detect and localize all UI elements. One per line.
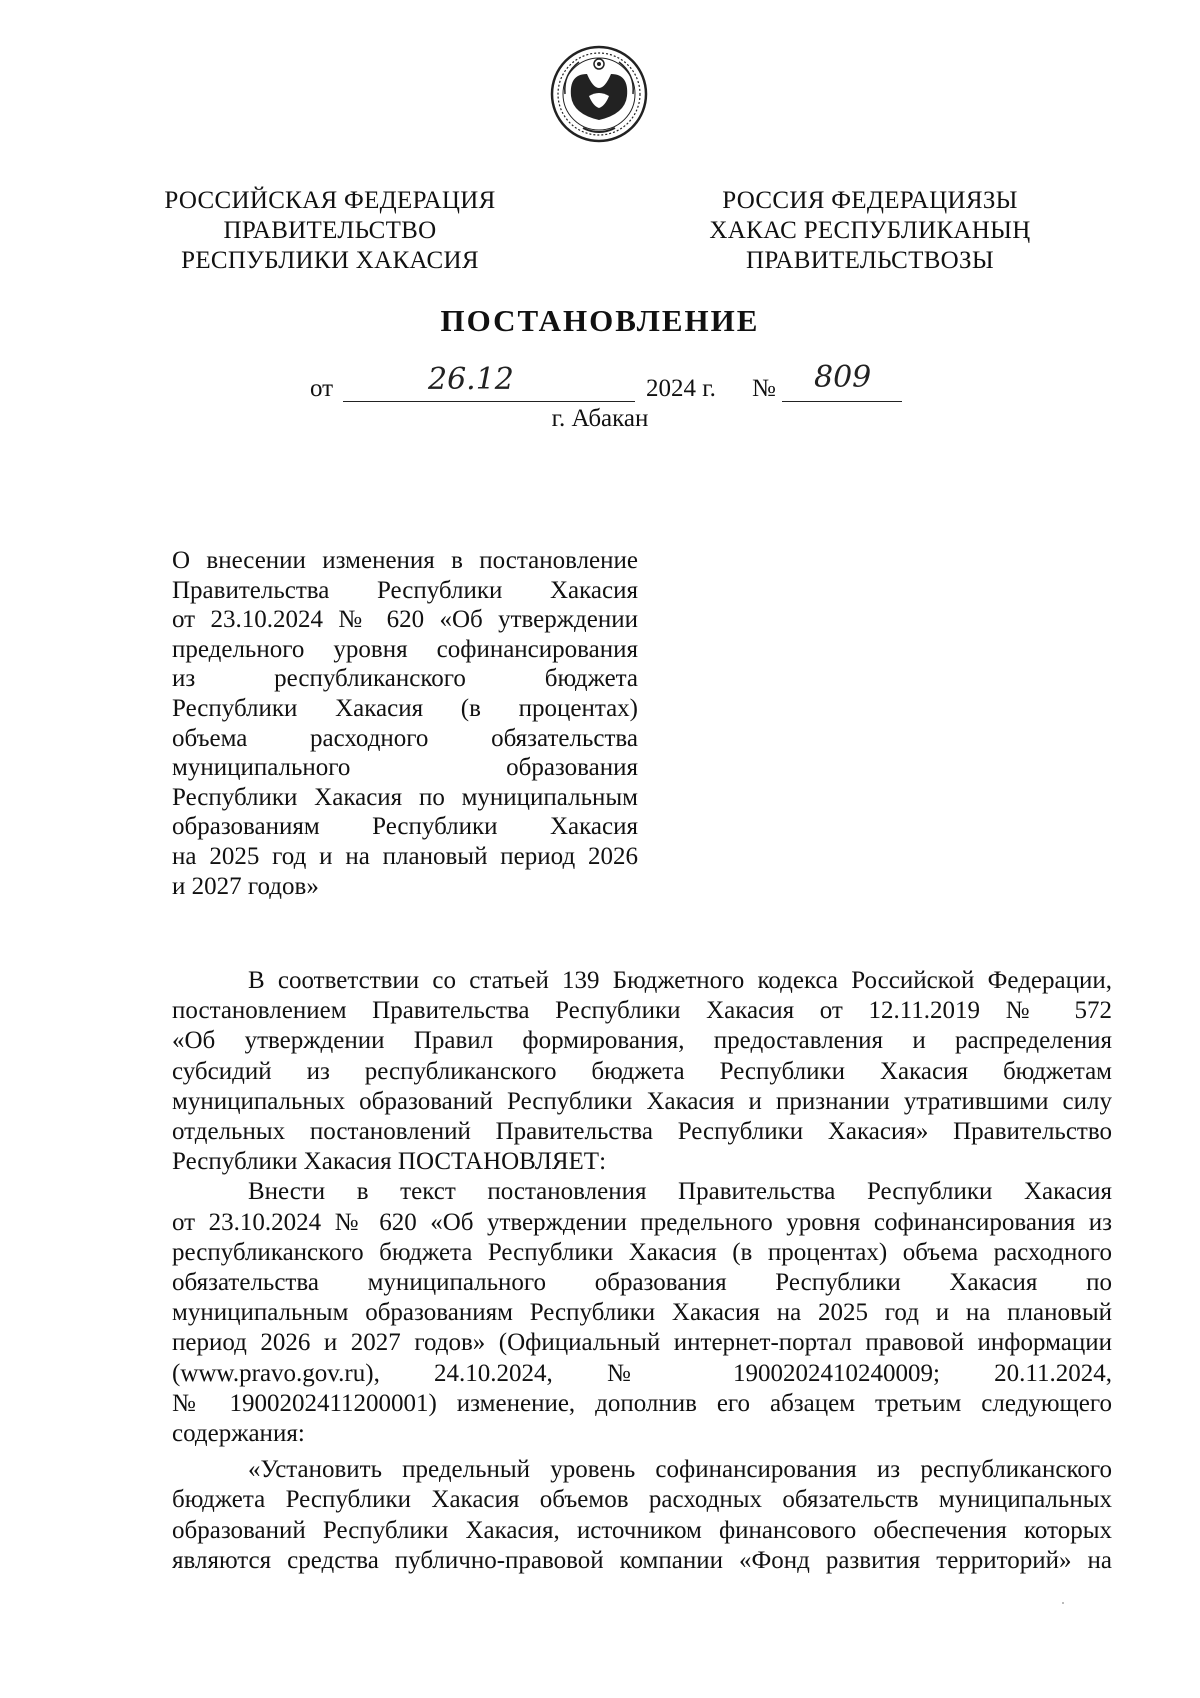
paragraph-1-line: отдельных постановлений Правительства Республики Хакасия» Правительство xyxy=(172,1118,1112,1146)
header-right-line: ПРАВИТЕЛЬСТВОЗЫ xyxy=(746,247,994,274)
subject-line: объема расходного обязательства xyxy=(172,724,638,752)
paragraph-3-line: «Установить предельный уровень софинансирования из республиканского xyxy=(248,1456,1112,1484)
number-sign: № xyxy=(752,375,776,402)
paragraph-2-line: республиканского бюджета Республики Хакасия (в процентах) объема расходного xyxy=(172,1238,1112,1266)
date-from-label: от xyxy=(310,375,334,402)
paragraph-3-line: образований Республики Хакасия, источником финансового обеспечения которых xyxy=(172,1516,1112,1544)
paragraph-1-line: «Об утверждении Правил формирования, предоставления и распределения xyxy=(172,1027,1112,1055)
city-label: г. Абакан xyxy=(551,405,649,432)
header-left-line: РОССИЙСКАЯ ФЕДЕРАЦИЯ xyxy=(164,187,496,214)
subject-line: Республики Хакасия (в процентах) xyxy=(172,694,638,722)
date-year: 2024 г. xyxy=(646,375,716,402)
paragraph-2-line: содержания: xyxy=(172,1420,305,1448)
header-right xyxy=(700,186,1040,276)
subject-line: от 23.10.2024 № 620 «Об утверждении xyxy=(172,606,638,634)
subject-line: предельного уровня софинансирования xyxy=(172,635,638,663)
header-right-line: ХАКАС РЕСПУБЛИКАНЫҢ xyxy=(709,217,1031,244)
header-left xyxy=(160,186,500,276)
coat-of-arms-emblem xyxy=(549,44,649,144)
paragraph-3-line: являются средства публично-правовой компании «Фонд развития территорий» на xyxy=(172,1546,1112,1574)
paragraph-2-line: (www.pravo.gov.ru), 24.10.2024, № 1900202410240009; 20.11.2024, xyxy=(172,1359,1112,1387)
subject-line: Правительства Республики Хакасия xyxy=(172,576,638,604)
subject-line: муниципального образования xyxy=(172,754,638,782)
subject-line: образованиям Республики Хакасия xyxy=(172,813,638,841)
paragraph-1-line: муниципальных образований Республики Хакасия и признании утратившими силу xyxy=(172,1087,1112,1115)
subject-line: на 2025 год и на плановый период 2026 xyxy=(172,842,638,870)
paragraph-2-line: № 1900202411200001) изменение, дополнив его абзацем третьим следующего xyxy=(172,1389,1112,1417)
subject-line: из республиканского бюджета xyxy=(172,665,638,693)
handwritten-number: 809 xyxy=(814,360,872,395)
paragraph-1-line: Республики Хакасия ПОСТАНОВЛЯЕТ: xyxy=(172,1148,607,1176)
header-left-line: ПРАВИТЕЛЬСТВО xyxy=(223,217,437,244)
paragraph-1-line: В соответствии со статьей 139 Бюджетного кодекса Российской Федерации, xyxy=(248,967,1112,994)
paragraph-3-line: бюджета Республики Хакасия объемов расходных обязательств муниципальных xyxy=(172,1486,1112,1514)
subject-line: Республики Хакасия по муниципальным xyxy=(172,783,638,811)
paragraph-2-line: Внести в текст постановления Правительства Республики Хакасия xyxy=(248,1178,1112,1206)
document-body xyxy=(172,966,1112,1576)
paragraph-1-line: субсидий из республиканского бюджета Республики Хакасия бюджетам xyxy=(172,1057,1112,1085)
paragraph-2-line: муниципальным образованиям Республики Хакасия на 2025 год и на плановый xyxy=(172,1299,1112,1327)
handwritten-date: 26.12 xyxy=(428,362,514,397)
subject-line: О внесении изменения в постановление xyxy=(172,547,638,574)
paragraph-2-line: период 2026 и 2027 годов» (Официальный интернет-портал правовой информации xyxy=(172,1329,1112,1357)
header-left-line: РЕСПУБЛИКИ ХАКАСИЯ xyxy=(181,247,479,274)
subject-block xyxy=(172,546,638,901)
subject-line: и 2027 годов» xyxy=(172,872,319,900)
paragraph-2-line: обязательства муниципального образования Республики Хакасия по xyxy=(172,1269,1112,1297)
scan-speck xyxy=(1062,1602,1064,1604)
document-title: ПОСТАНОВЛЕНИЕ xyxy=(440,303,760,338)
paragraph-1-line: постановлением Правительства Республики Хакасия от 12.11.2019 № 572 xyxy=(172,997,1112,1025)
header-right-line: РОССИЯ ФЕДЕРАЦИЯЗЫ xyxy=(722,187,1018,214)
paragraph-2-line: от 23.10.2024 № 620 «Об утверждении предельного уровня софинансирования из xyxy=(172,1208,1112,1236)
